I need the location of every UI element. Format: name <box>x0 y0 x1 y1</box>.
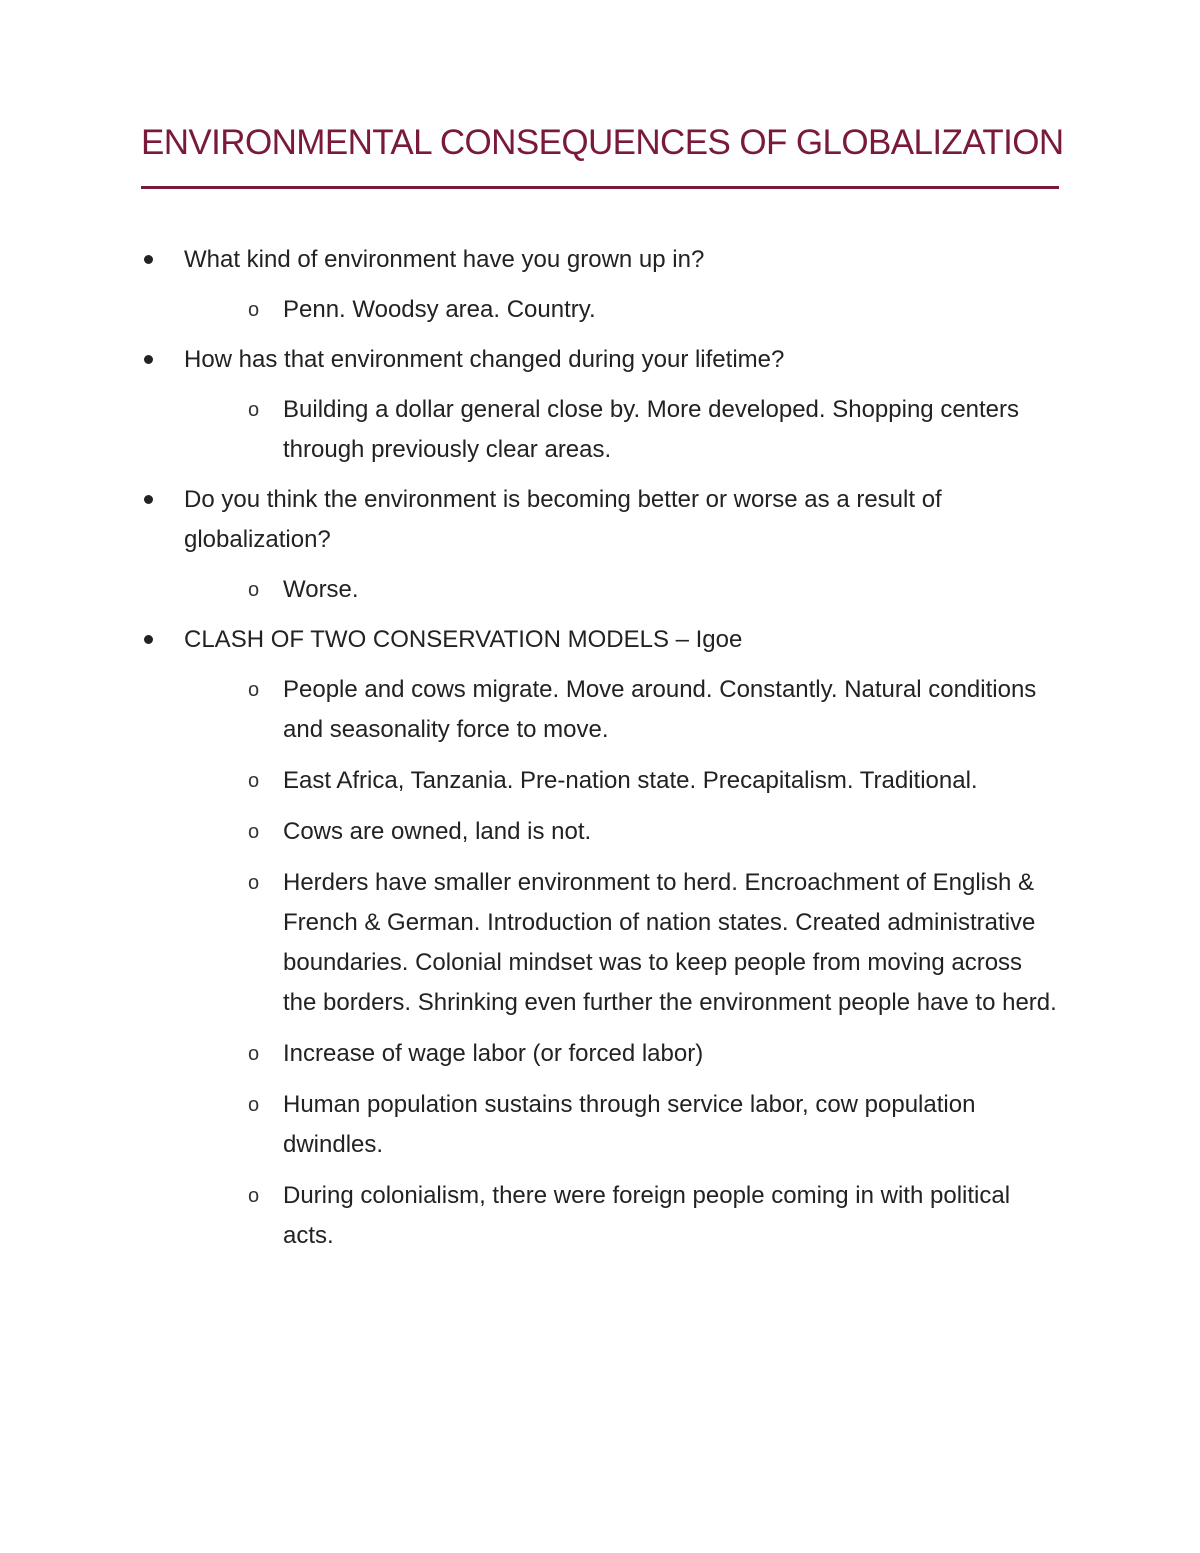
circle-bullet-icon: o <box>248 679 260 701</box>
circle-bullet-icon: o <box>248 821 260 843</box>
circle-bullet-icon: o <box>248 872 260 894</box>
answer-text: Building a dollar general close by. More developed. Shopping centers through previously clear areas. <box>283 396 1020 463</box>
list-item <box>140 480 1060 610</box>
answer-text: People and cows migrate. Move around. Constantly. Natural conditions and seasonality force to move. <box>283 676 1037 743</box>
list-item <box>140 340 1060 470</box>
sub-list <box>184 290 1060 330</box>
sub-list-item <box>248 670 1060 750</box>
sub-list-item <box>248 812 1060 852</box>
list-item <box>140 240 1060 330</box>
answer-text: Penn. Woodsy area. Country. <box>283 296 596 323</box>
sub-list-item <box>248 761 1060 801</box>
answer-text: Cows are owned, land is not. <box>283 818 592 845</box>
sub-list <box>184 390 1060 470</box>
circle-bullet-icon: o <box>248 399 260 421</box>
answer-text: During colonialism, there were foreign people coming in with political acts. <box>283 1182 1011 1249</box>
question-text: What kind of environment have you grown up in? <box>184 246 705 273</box>
answer-text: Worse. <box>283 576 359 603</box>
sub-list-item <box>248 290 1060 330</box>
answer-text: East Africa, Tanzania. Pre-nation state. Precapitalism. Traditional. <box>283 767 978 794</box>
circle-bullet-icon: o <box>248 299 260 321</box>
bullet-icon <box>144 355 153 364</box>
bullet-icon <box>144 635 153 644</box>
question-text: How has that environment changed during your lifetime? <box>184 346 785 373</box>
sub-list <box>184 670 1060 1256</box>
sub-list <box>184 570 1060 610</box>
sub-list-item <box>248 1085 1060 1165</box>
list-item <box>140 620 1060 1256</box>
circle-bullet-icon: o <box>248 1094 260 1116</box>
bullet-icon <box>144 255 153 264</box>
page-title: ENVIRONMENTAL CONSEQUENCES OF GLOBALIZATION <box>141 123 1064 162</box>
notes-list <box>140 240 1060 1266</box>
answer-text: Increase of wage labor (or forced labor) <box>283 1040 704 1067</box>
circle-bullet-icon: o <box>248 770 260 792</box>
answer-text: Herders have smaller environment to herd. Encroachment of English & French & German. Introduction of nation states. Created administrative boundaries. Colonial mindset was to keep people from moving across the borders. Shrinking even further the environment people have to herd. <box>283 869 1057 1016</box>
sub-list-item <box>248 863 1060 1023</box>
sub-list-item <box>248 390 1060 470</box>
question-text: Do you think the environment is becoming better or worse as a result of globalization? <box>184 486 942 553</box>
sub-list-item <box>248 570 1060 610</box>
title-divider <box>141 186 1059 189</box>
answer-text: Human population sustains through service labor, cow population dwindles. <box>283 1091 976 1158</box>
circle-bullet-icon: o <box>248 1185 260 1207</box>
question-text: CLASH OF TWO CONSERVATION MODELS – Igoe <box>184 626 743 653</box>
bullet-icon <box>144 495 153 504</box>
sub-list-item <box>248 1034 1060 1074</box>
circle-bullet-icon: o <box>248 579 260 601</box>
circle-bullet-icon: o <box>248 1043 260 1065</box>
sub-list-item <box>248 1176 1060 1256</box>
